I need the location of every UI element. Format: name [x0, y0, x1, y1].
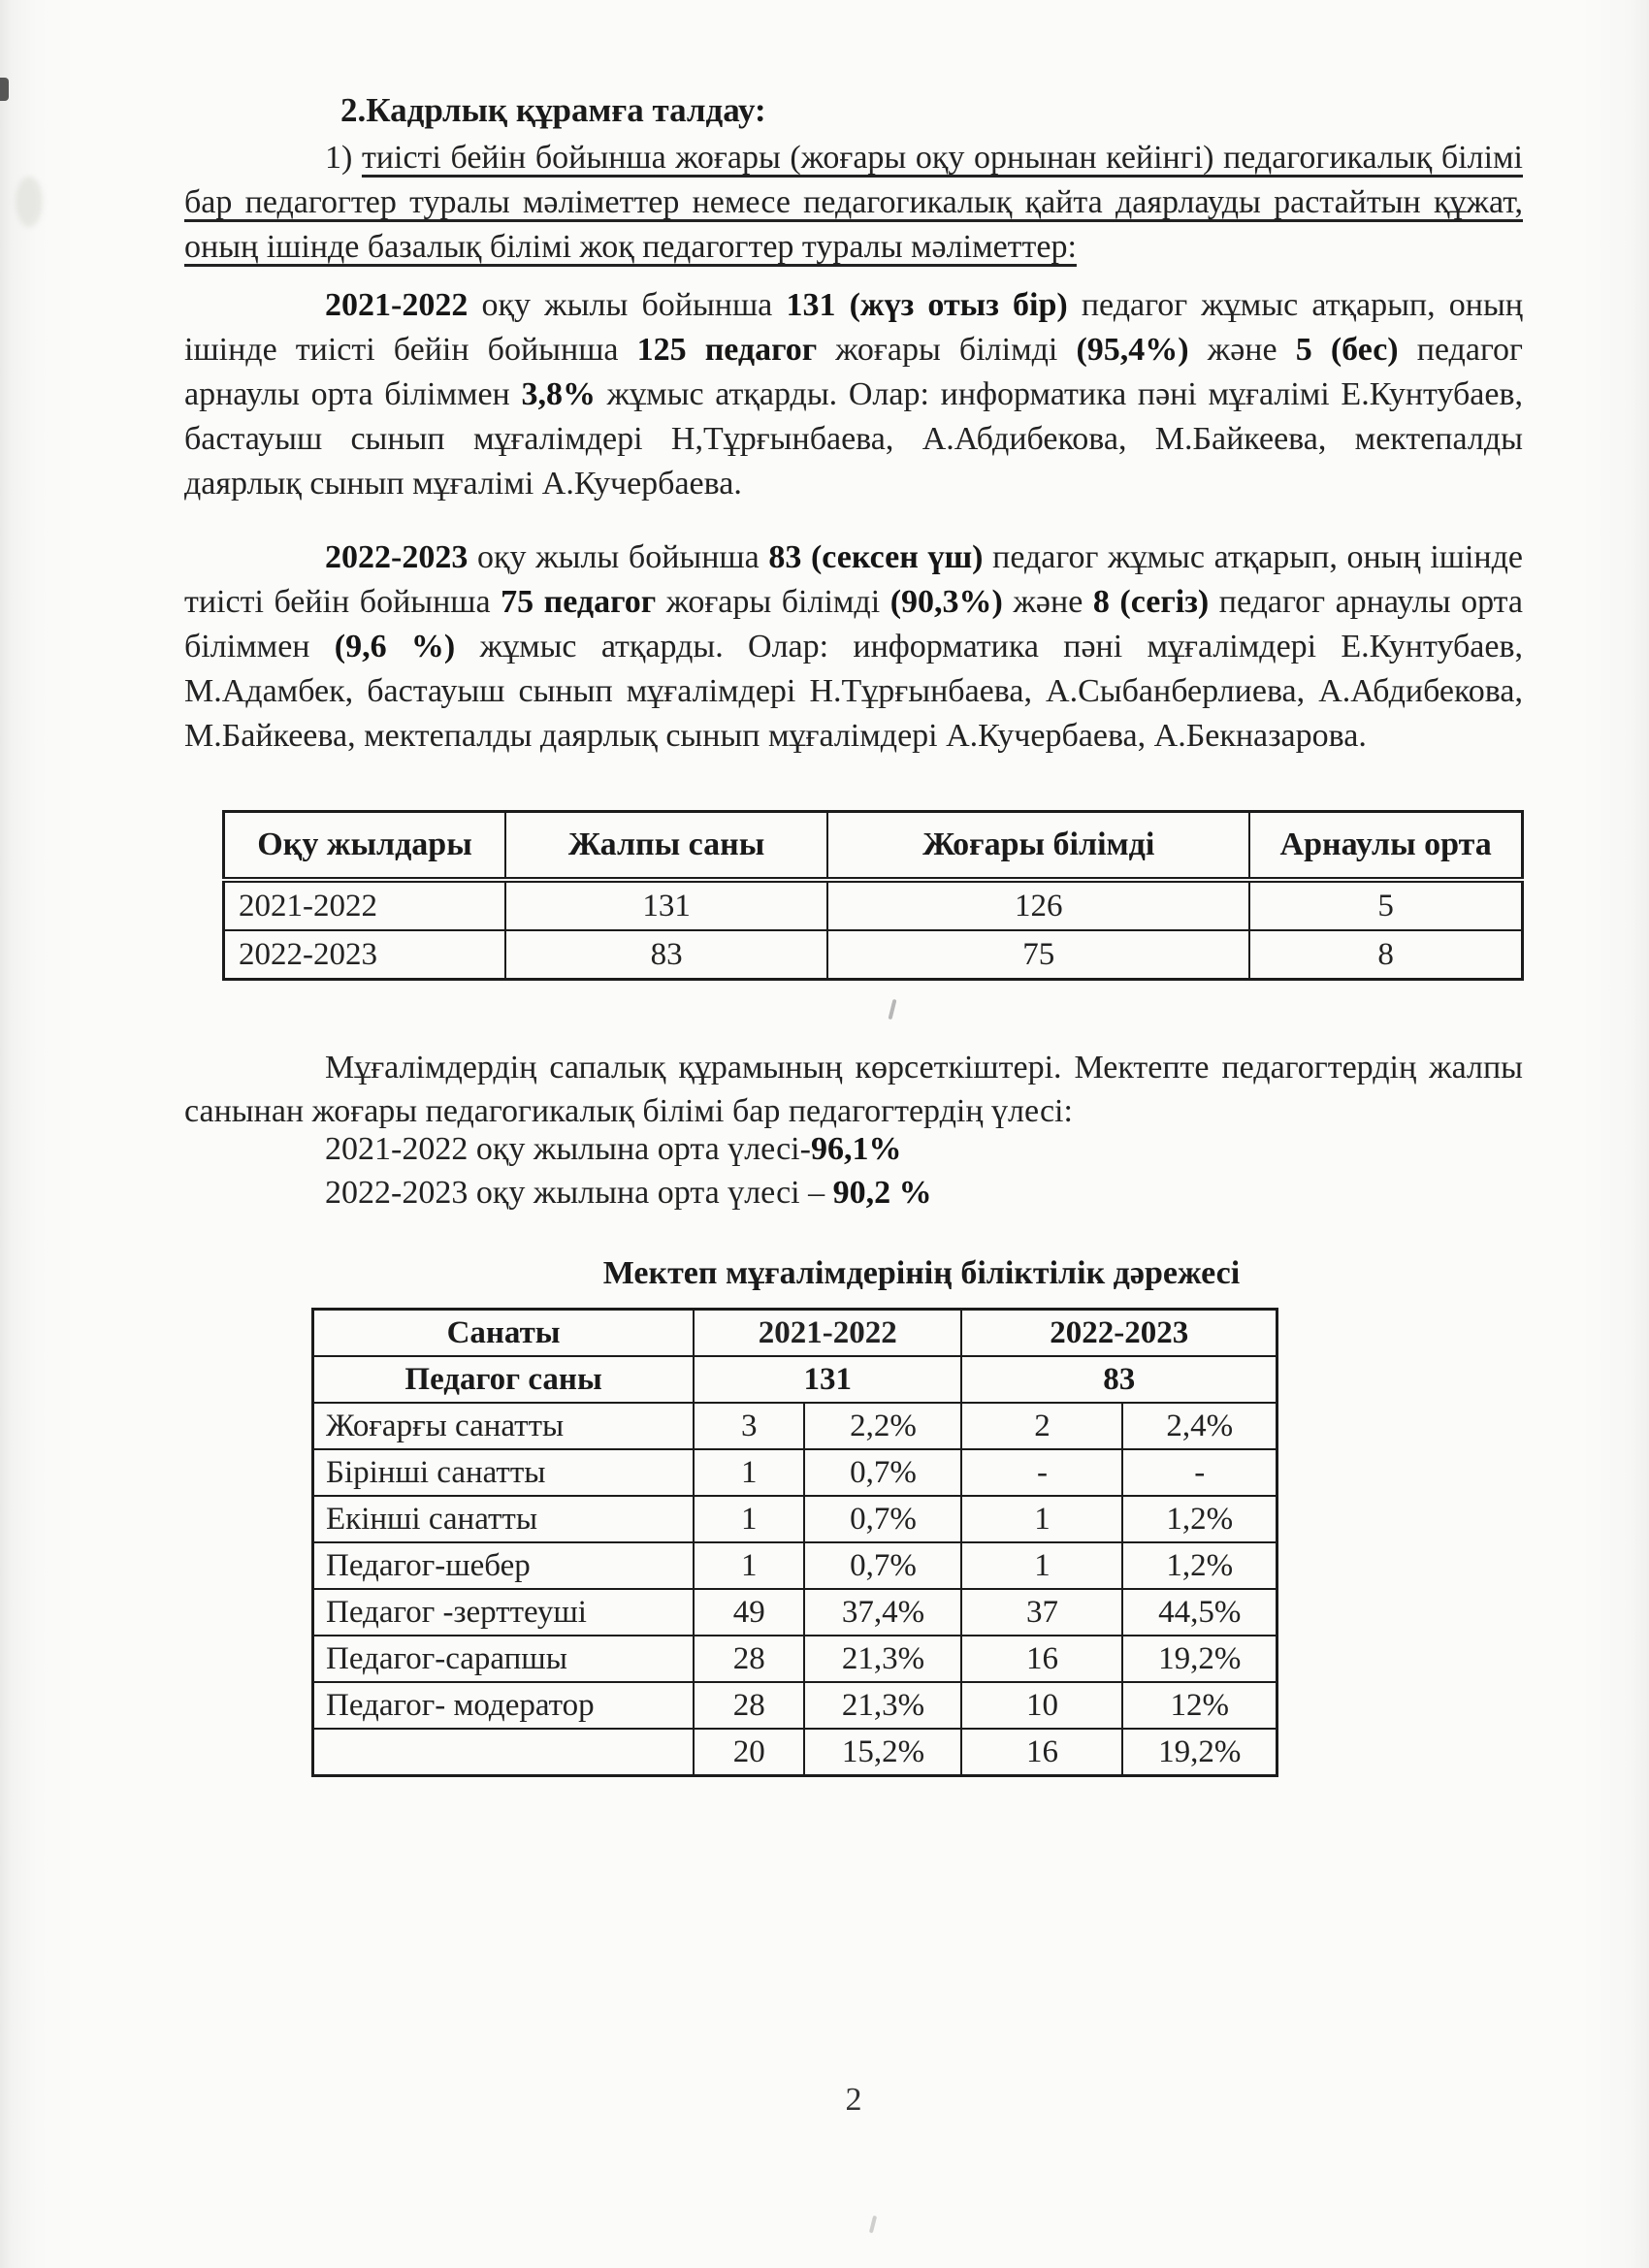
percent-2021-cell: 2,2%: [804, 1403, 961, 1449]
text-segment: 2022-2023: [325, 539, 469, 575]
percent-2022-cell: -: [1122, 1449, 1277, 1496]
text-segment: жұмыс атқарды. Олар: информатика пәні мұғалімдері Е.Кунтубаев, М.Адамбек, бастауыш сынып мұғалімдері Н.Тұрғынбаева, А.Сыбанберлиева, А.Абдибекова, М.Байкеева, мектепалды даярлық сынып мұғалімдері А.Кучербаева, А.Бекназарова.: [184, 629, 1523, 754]
value-cell: 5: [1249, 880, 1522, 930]
count-2021-cell: 20: [694, 1729, 804, 1776]
text-segment: жоғары білімді: [656, 584, 890, 620]
percent-2022-cell: 12%: [1122, 1682, 1277, 1729]
table-row: [313, 1496, 1277, 1542]
count-2021-cell: 28: [694, 1682, 804, 1729]
quality-share-line-2022: [325, 1175, 932, 1212]
paragraph-year-2021-2022: [184, 283, 1523, 506]
value-cell: 75: [827, 930, 1249, 980]
count-2022-cell: 1: [961, 1542, 1122, 1589]
count-2022-cell: -: [961, 1449, 1122, 1496]
table-row: [224, 930, 1523, 980]
count-2022-cell: 2: [961, 1403, 1122, 1449]
text-segment: оқу жылы бойынша: [468, 287, 787, 323]
quality-share-2021-value: 96,1%: [810, 1131, 902, 1167]
teacher-count-label: Педагог саны: [313, 1356, 695, 1403]
text-segment: және: [1002, 584, 1093, 620]
table-row: [313, 1542, 1277, 1589]
column-header-years: Оқу жылдары: [224, 812, 506, 881]
text-segment: (95,4%): [1076, 332, 1189, 368]
table-row: [313, 1729, 1277, 1776]
text-segment: оқу жылы бойынша: [468, 539, 769, 575]
text-segment: педагог арнаулы орта біліммен: [184, 332, 1523, 412]
year-cell: 2021-2022: [224, 880, 506, 930]
count-2022-cell: 1: [961, 1496, 1122, 1542]
percent-2021-cell: 0,7%: [804, 1449, 961, 1496]
qualification-header-row: [313, 1310, 1277, 1357]
category-cell: Бірінші санатты: [313, 1449, 695, 1496]
category-cell: Екінші санатты: [313, 1496, 695, 1542]
percent-2022-cell: 1,2%: [1122, 1542, 1277, 1589]
qualification-table-title: Мектеп мұғалімдерінің біліктілік дәрежесі: [602, 1255, 1241, 1291]
list-item-marker: 1): [325, 140, 362, 176]
table-row: [313, 1636, 1277, 1682]
column-header-total: Жалпы саны: [505, 812, 827, 881]
percent-2022-cell: 44,5%: [1122, 1589, 1277, 1636]
quality-lead-paragraph: Мұғалімдердің сапалық құрамының көрсеткіштері. Мектепте педагогтердің жалпы санынан жоғары педагогикалық білімі бар педагогтердің үлесі:: [184, 1050, 1523, 1129]
text-segment: 83 (сексен үш): [768, 539, 984, 575]
column-header-year-2022-2023: 2022-2023: [961, 1310, 1277, 1357]
text-segment: жоғары білімді: [817, 332, 1077, 368]
value-cell: 8: [1249, 930, 1522, 980]
paragraph-year-2022-2023: [184, 535, 1523, 759]
quality-share-line-2021: [325, 1131, 901, 1168]
table-row: [224, 880, 1523, 930]
text-segment: 75 педагог: [501, 584, 657, 620]
percent-2021-cell: 15,2%: [804, 1729, 961, 1776]
percent-2021-cell: 37,4%: [804, 1589, 961, 1636]
scan-artifact: [869, 2216, 877, 2233]
count-2022-cell: 16: [961, 1729, 1122, 1776]
percent-2021-cell: 0,7%: [804, 1542, 961, 1589]
count-2021-cell: 1: [694, 1496, 804, 1542]
year-cell: 2022-2023: [224, 930, 506, 980]
value-cell: 131: [505, 880, 827, 930]
column-header-special-secondary: Арнаулы орта: [1249, 812, 1522, 881]
category-cell: [313, 1729, 695, 1776]
underlined-requirement-text: тиісті бейін бойынша жоғары (жоғары оқу орнынан кейінгі) педагогикалық білімі бар педагогтер туралы мәліметтер немесе педагогикалық қайта даярлауды растайтын құжат, оның ішінде базалық білімі жоқ педагогтер туралы мәліметтер:: [184, 140, 1524, 265]
text-segment: (90,3%): [889, 584, 1003, 620]
percent-2022-cell: 19,2%: [1122, 1729, 1277, 1776]
column-header-year-2021-2022: 2021-2022: [694, 1310, 961, 1357]
text-segment: жұмыс атқарды. Олар: информатика пәні мұғалімі Е.Кунтубаев, бастауыш сынып мұғалімдері Н,Тұрғынбаева, А.Абдибекова, М.Байкеева, мектепалды даярлық сынып мұғалімі А.Кучербаева.: [184, 376, 1524, 502]
text-segment: 2021-2022: [325, 287, 469, 323]
count-2022-cell: 37: [961, 1589, 1122, 1636]
count-2021-cell: 1: [694, 1542, 804, 1589]
text-segment: 3,8%: [521, 376, 596, 412]
text-segment: 8 (сегіз): [1092, 584, 1210, 620]
value-cell: 83: [505, 930, 827, 980]
category-cell: Педагог- модератор: [313, 1682, 695, 1729]
table-row: [313, 1449, 1277, 1496]
category-cell: Педагог-сарапшы: [313, 1636, 695, 1682]
education-summary-table: [222, 810, 1524, 981]
qualification-count-row: [313, 1356, 1277, 1403]
table-header-row: [224, 812, 1523, 881]
quality-share-2021-label: 2021-2022 оқу жылына орта үлесі-: [325, 1131, 811, 1167]
text-segment: 131 (жүз отыз бір): [786, 287, 1068, 323]
table-row: [313, 1682, 1277, 1729]
section-heading: 2.Кадрлық құрамға талдау:: [340, 91, 766, 129]
quality-share-2022-value: 90,2 %: [832, 1175, 932, 1211]
qualification-table-body: [313, 1403, 1277, 1776]
table-row: [313, 1589, 1277, 1636]
table-row: [313, 1403, 1277, 1449]
percent-2022-cell: 19,2%: [1122, 1636, 1277, 1682]
intro-paragraph: [184, 136, 1523, 270]
quality-share-2022-label: 2022-2023 оқу жылына орта үлесі –: [325, 1175, 833, 1211]
category-cell: Жоғарғы санатты: [313, 1403, 695, 1449]
text-segment: педагог жұмыс атқарып, оның ішінде тиісті бейін бойынша: [184, 287, 1524, 368]
education-table-body: [224, 880, 1523, 980]
category-cell: Педагог -зерттеуші: [313, 1589, 695, 1636]
count-2022-cell: 10: [961, 1682, 1122, 1729]
text-segment: педагог жұмыс атқарып, оның ішінде тиісті бейін бойынша: [184, 539, 1524, 620]
text-segment: және: [1188, 332, 1296, 368]
percent-2022-cell: 2,4%: [1122, 1403, 1277, 1449]
page-number: 2: [845, 2082, 862, 2118]
teacher-count-2022: 83: [961, 1356, 1277, 1403]
count-2021-cell: 28: [694, 1636, 804, 1682]
percent-2021-cell: 21,3%: [804, 1636, 961, 1682]
percent-2021-cell: 21,3%: [804, 1682, 961, 1729]
text-segment: (9,6 %): [334, 629, 456, 664]
count-2021-cell: 1: [694, 1449, 804, 1496]
category-cell: Педагог-шебер: [313, 1542, 695, 1589]
percent-2022-cell: 1,2%: [1122, 1496, 1277, 1542]
scan-artifact: [0, 78, 9, 101]
column-header-category: Санаты: [313, 1310, 695, 1357]
count-2022-cell: 16: [961, 1636, 1122, 1682]
column-header-higher-ed: Жоғары білімді: [827, 812, 1249, 881]
percent-2021-cell: 0,7%: [804, 1496, 961, 1542]
qualification-table: [311, 1308, 1278, 1777]
count-2021-cell: 49: [694, 1589, 804, 1636]
text-segment: педагог арнаулы орта біліммен: [184, 584, 1523, 664]
count-2021-cell: 3: [694, 1403, 804, 1449]
scan-artifact: [16, 177, 43, 227]
text-segment: 5 (бес): [1295, 332, 1399, 368]
teacher-count-2021: 131: [694, 1356, 961, 1403]
scan-artifact: [889, 999, 897, 1020]
value-cell: 126: [827, 880, 1249, 930]
text-segment: 125 педагог: [636, 332, 818, 368]
